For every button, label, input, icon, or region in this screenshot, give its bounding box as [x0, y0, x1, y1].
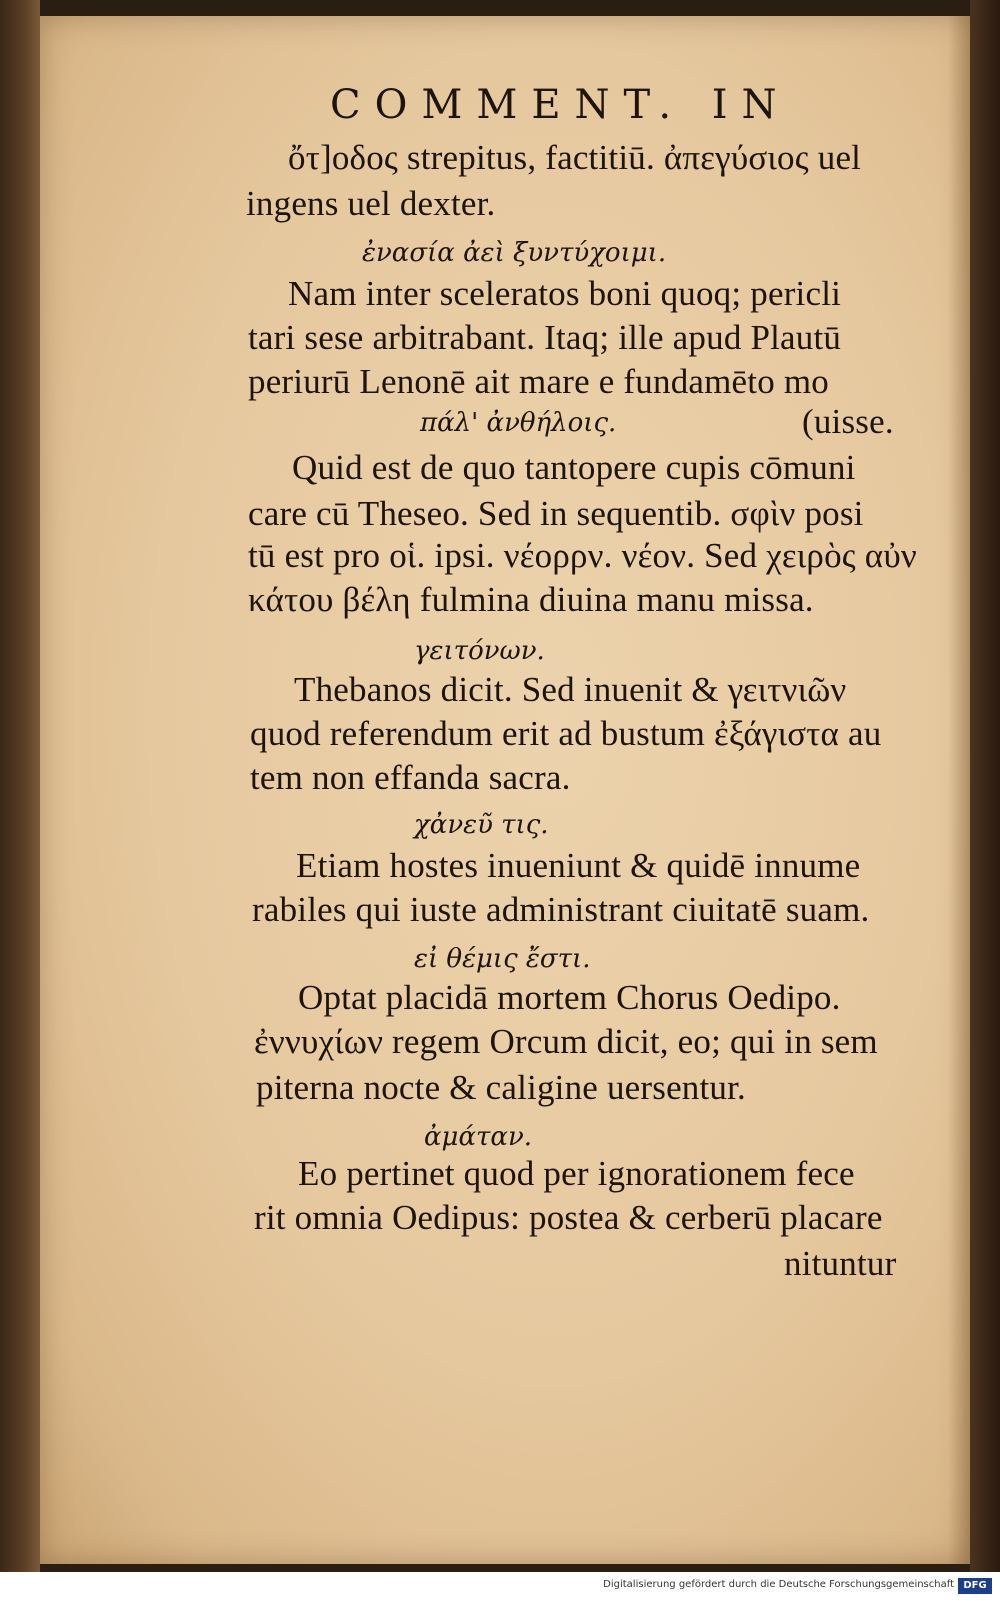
text-line: periurū Lenonē ait mare e fundamēto mo [248, 362, 829, 401]
text-line: care cū Theseo. Sed in sequentib. σφὶν posi [248, 494, 864, 533]
greek-lemma: ἐνασία ἀεὶ ξυντύχοιμι. [362, 238, 667, 268]
digitization-footer [0, 1572, 1000, 1601]
greek-lemma: εἰ θέμις ἔστι. [414, 944, 591, 974]
text-line: κάτου βέλη fulmina diuina manu missa. [248, 580, 814, 619]
book-edge-left [0, 0, 40, 1572]
greek-lemma: πάλ' ἀνθήλοις. [420, 408, 617, 438]
text-line: quod referendum erit ad bustum ἐξάγιστα au [250, 714, 882, 753]
dfg-logo-icon: DFG [958, 1578, 992, 1594]
text-line: ἐννυχίων regem Orcum dicit, eo; qui in sem [254, 1022, 878, 1061]
text-line: ingens uel dexter. [246, 184, 496, 223]
greek-lemma: γειτόνων. [414, 636, 545, 666]
text-line: Etiam hostes inueniunt & quidē innume [296, 846, 861, 885]
text-line: tari sese arbitrabant. Itaq; ille apud Plautū [248, 318, 842, 357]
catchword: nituntur [784, 1244, 897, 1283]
greek-lemma: χἀνεῦ τις. [414, 810, 549, 840]
text-line: tū est pro οἱ. ipsi. νέορρν. νέον. Sed χειρὸς αὐν [248, 536, 917, 575]
text-line: (uisse. [802, 402, 894, 441]
page-gutter-shadow [948, 16, 970, 1564]
text-line: rabiles qui iuste administrant ciuitatē suam. [252, 890, 870, 929]
footer-credit: Digitalisierung gefördert durch die Deutsche Forschungsgemeinschaft [603, 1579, 954, 1590]
book-page [40, 16, 970, 1564]
greek-lemma: ἀμάταν. [424, 1122, 533, 1152]
text-line: tem non effanda sacra. [250, 758, 571, 797]
running-header: COMMENT. IN [330, 82, 791, 128]
text-line: ὄτ]οδος strepitus, factitiū. ἀπεγύσιος uel [288, 138, 862, 177]
text-line: piterna nocte & caligine uersentur. [256, 1068, 747, 1107]
book-edge-right [970, 0, 1000, 1572]
text-line: Thebanos dicit. Sed inuenit & γειτνιῶν [294, 670, 847, 709]
text-line: rit omnia Oedipus: postea & cerberū placare [254, 1198, 883, 1237]
text-line: Nam inter sceleratos boni quoq; pericli [288, 274, 842, 313]
text-line: Eo pertinet quod per ignorationem fece [298, 1154, 855, 1193]
text-line: Optat placidā mortem Chorus Oedipo. [298, 978, 841, 1017]
text-line: Quid est de quo tantopere cupis cōmuni [292, 448, 856, 487]
